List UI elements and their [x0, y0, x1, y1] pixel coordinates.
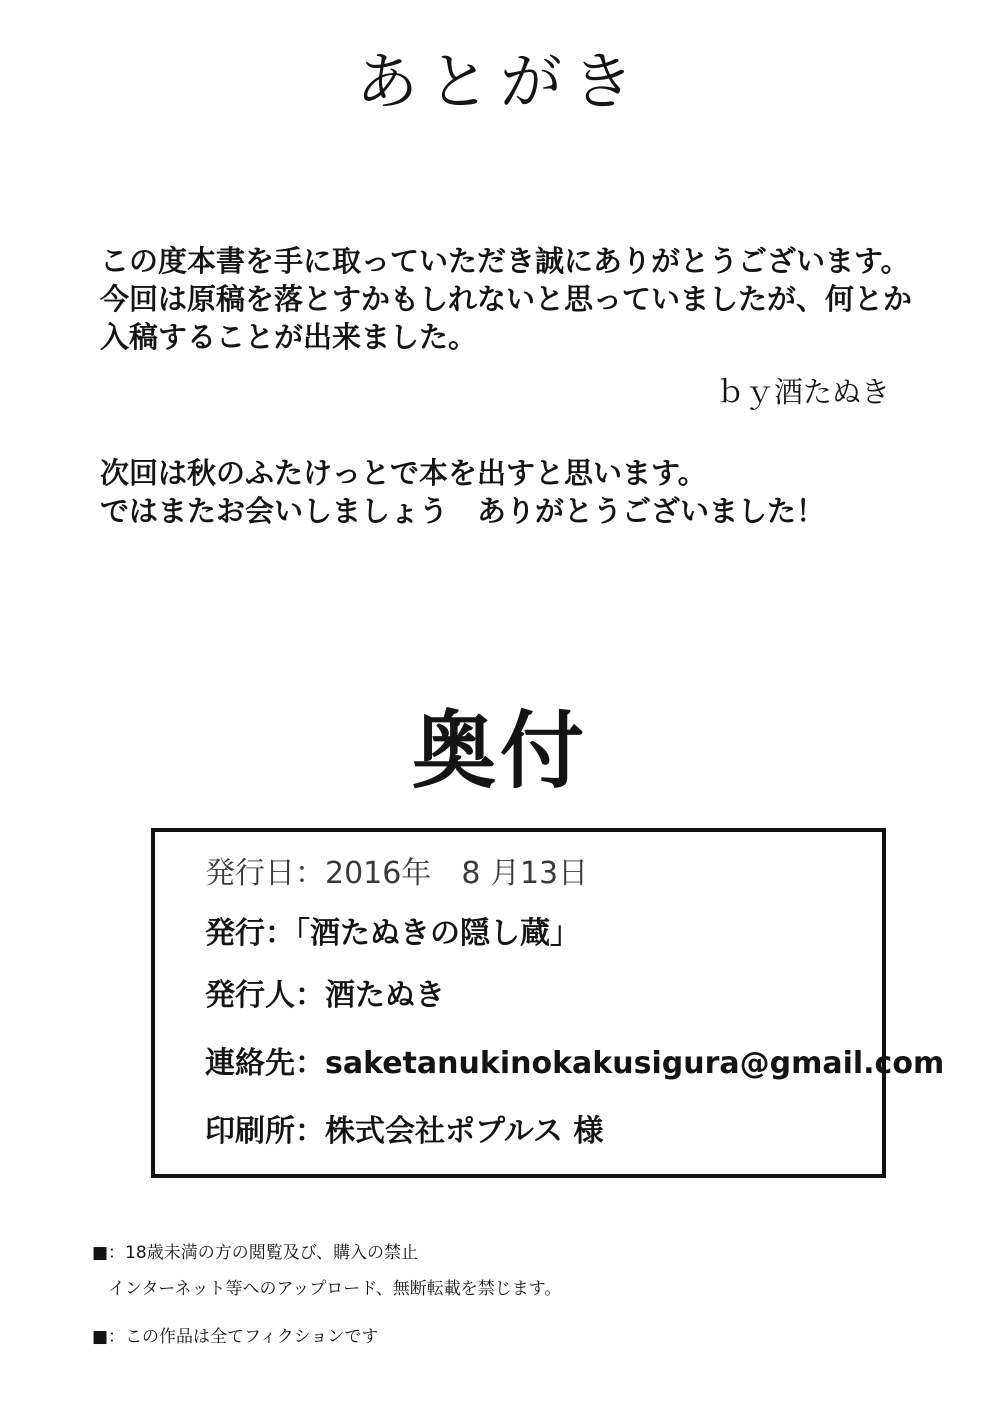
publication-date-label: 発行日：: [205, 856, 325, 891]
notice-fiction-text: この作品は全てフィクションです: [125, 1327, 379, 1347]
publisher-row: [205, 914, 580, 954]
afterword-title: あとがき: [355, 45, 644, 118]
afterword-paragraph-1: この度本書を手に取っていただき誠にありがとうございます。 今回は原稿を落とすかもしれないと思っていましたが、何とか 入稿することが出来ました。: [100, 244, 913, 354]
colophon-box: [151, 828, 945, 1178]
notice-no-upload: インターネット等へのアップロード、無断転載を禁じます。: [108, 1279, 562, 1299]
printer-row: [205, 1112, 603, 1152]
publication-date-row: [205, 854, 588, 894]
notice-bullet: ■：: [92, 1327, 126, 1347]
issuer-label: 発行人：: [205, 978, 325, 1013]
publisher-label: 発行：: [205, 916, 295, 951]
issuer-value: 酒たぬき: [325, 978, 445, 1013]
publication-date-value: 2016年 8 月13日: [325, 856, 589, 891]
notice-age-text: 18歳未満の方の閲覧及び、購入の禁止: [125, 1243, 419, 1263]
afterword-paragraph-2: 次回は秋のふたけっとで本を出すと思います。 ではまたお会いしましょう ありがとうございました！: [100, 456, 826, 528]
colophon-title: 奥付: [411, 702, 588, 800]
author-signature: ｂｙ酒たぬき: [715, 375, 890, 409]
printer-value: 株式会社ポプルス 様: [325, 1114, 604, 1149]
notice-bullet: ■：: [92, 1243, 126, 1263]
contact-row: [205, 1044, 944, 1084]
notice-fiction: [92, 1324, 378, 1350]
notice-age-restriction: [92, 1240, 418, 1266]
issuer-row: [205, 976, 445, 1016]
contact-email: saketanukinokakusigura@gmail.com: [325, 1046, 945, 1081]
printer-label: 印刷所：: [205, 1114, 325, 1149]
contact-label: 連絡先：: [205, 1046, 325, 1081]
publisher-value: 「酒たぬきの隠し蔵」: [295, 916, 580, 951]
